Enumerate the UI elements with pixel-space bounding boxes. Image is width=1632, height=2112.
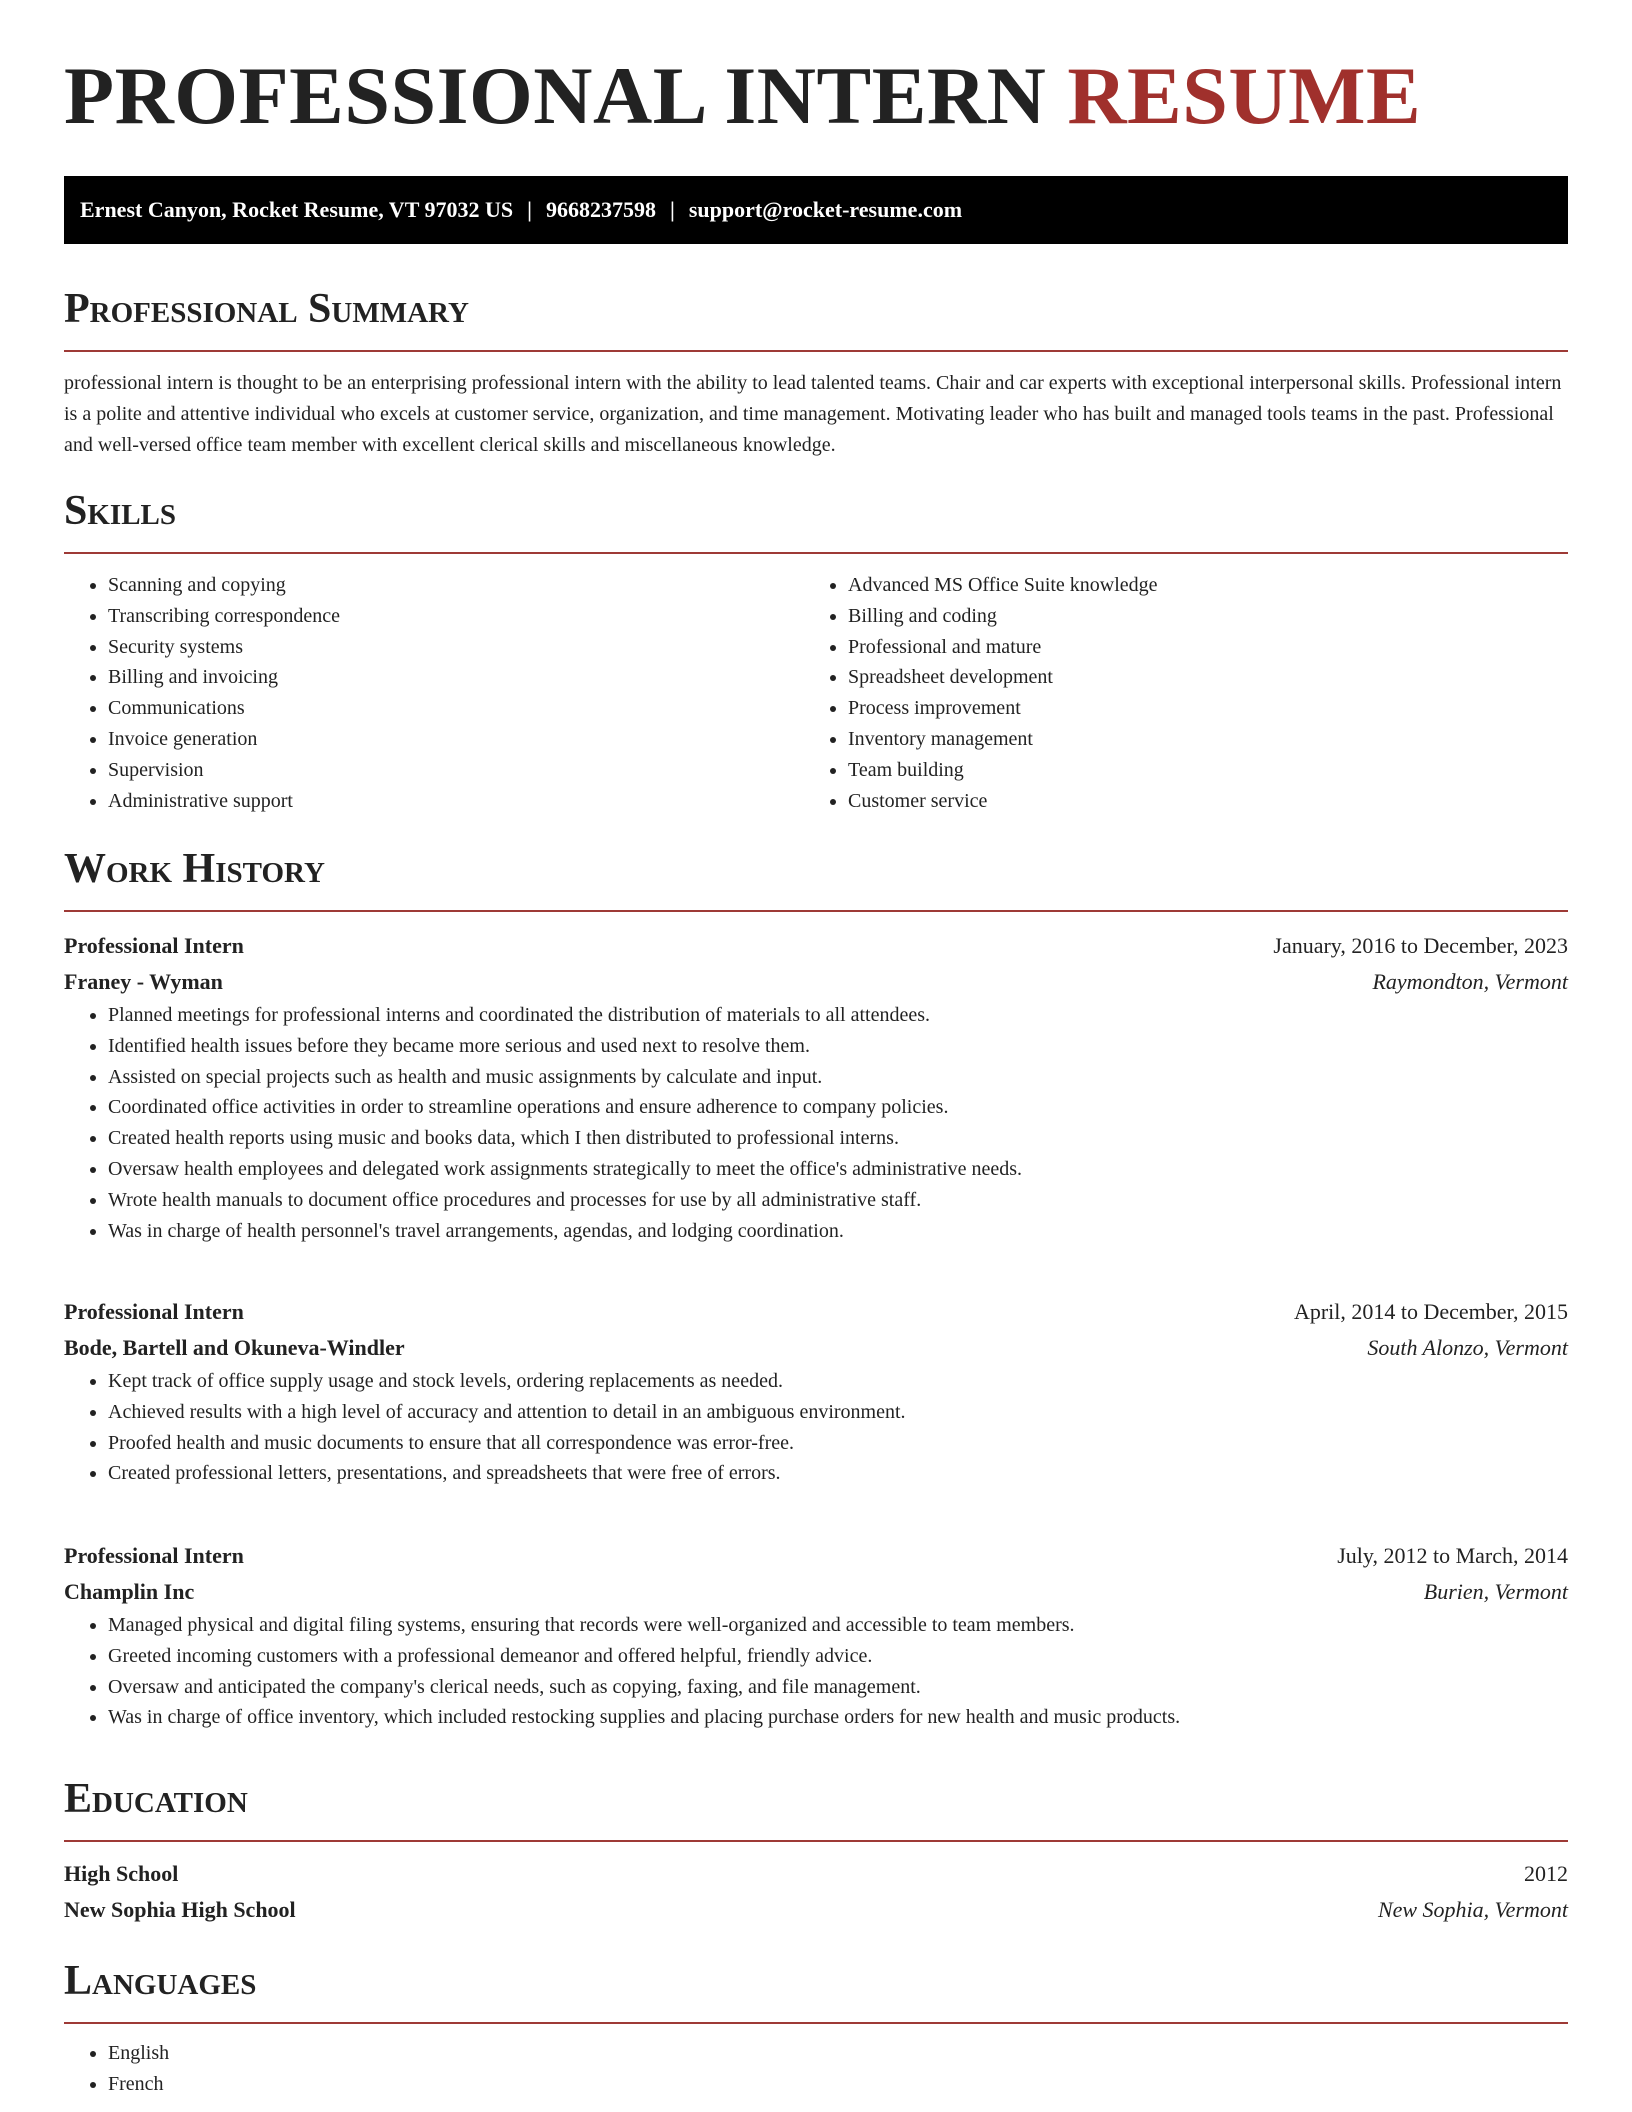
contact-email: support@rocket-resume.com	[688, 197, 963, 222]
skill-item: • Team building	[848, 755, 1544, 786]
job-company: Franey - Wyman	[64, 969, 223, 994]
education-section	[64, 1774, 1568, 1928]
languages-heading: Languages	[64, 1958, 257, 2004]
section-divider	[64, 2022, 1568, 2024]
job-location: Burien, Vermont	[1423, 1579, 1568, 1604]
skills-column-right	[804, 570, 1544, 816]
skills-grid	[64, 570, 1568, 816]
job-entry	[64, 1294, 1568, 1489]
skill-item: • Inventory management	[848, 724, 1544, 755]
section-divider	[64, 552, 1568, 554]
contact-phone: 9668237598	[545, 197, 656, 222]
job-title: Professional Intern	[64, 1299, 244, 1324]
skill-item: • Billing and invoicing	[108, 662, 804, 693]
education-header-row	[64, 1856, 1568, 1892]
contact-bar	[64, 176, 1568, 244]
education-degree: High School	[64, 1861, 179, 1886]
language-item: • English	[108, 2038, 1568, 2069]
job-duty: • Was in charge of office inventory, which included restocking supplies and placing purchase orders for new health and music products.	[108, 1702, 1568, 1733]
education-year: 2012	[1524, 1861, 1568, 1886]
skill-item: • Customer service	[848, 786, 1544, 817]
job-duty: • Created professional letters, presentations, and spreadsheets that were free of errors.	[108, 1458, 1568, 1489]
job-company-row	[64, 1330, 1568, 1366]
job-duty: • Wrote health manuals to document office procedures and processes for use by all administrative staff.	[108, 1185, 1568, 1216]
job-title: Professional Intern	[64, 933, 244, 958]
job-duty: • Oversaw and anticipated the company's clerical needs, such as copying, faxing, and file management.	[108, 1672, 1568, 1703]
skill-item: • Administrative support	[108, 786, 804, 817]
education-entry	[64, 1856, 1568, 1928]
skill-item: • Billing and coding	[848, 601, 1544, 632]
job-dates: April, 2014 to December, 2015	[1293, 1299, 1568, 1324]
skill-item: • Transcribing correspondence	[108, 601, 804, 632]
skill-item: • Professional and mature	[848, 632, 1544, 663]
skill-item: • Invoice generation	[108, 724, 804, 755]
job-duty: • Achieved results with a high level of accuracy and attention to detail in an ambiguous environment.	[108, 1397, 1568, 1428]
job-location: Raymondton, Vermont	[1372, 969, 1568, 994]
job-dates: January, 2016 to December, 2023	[1273, 933, 1568, 958]
skill-item: • Spreadsheet development	[848, 662, 1544, 693]
job-company: Bode, Bartell and Okuneva-Windler	[64, 1335, 405, 1360]
title-main: PROFESSIONAL INTERN	[64, 50, 1047, 141]
job-duty: • Planned meetings for professional interns and coordinated the distribution of materials to all attendees.	[108, 1000, 1568, 1031]
job-dates: July, 2012 to March, 2014	[1337, 1543, 1568, 1568]
languages-section	[64, 1956, 1568, 2100]
skills-list-left	[64, 570, 804, 816]
job-duty: • Assisted on special projects such as health and music assignments by calculate and input.	[108, 1062, 1568, 1093]
job-duty: • Was in charge of health personnel's travel arrangements, agendas, and lodging coordination.	[108, 1216, 1568, 1247]
summary-section	[64, 284, 1568, 461]
job-entry	[64, 928, 1568, 1246]
language-item: • French	[108, 2069, 1568, 2100]
job-duty: • Oversaw health employees and delegated work assignments strategically to meet the office's administrative needs.	[108, 1154, 1568, 1185]
job-duties-list	[64, 1000, 1568, 1246]
contact-separator: |	[527, 197, 532, 222]
skill-item: • Supervision	[108, 755, 804, 786]
education-location: New Sophia, Vermont	[1377, 1897, 1568, 1922]
summary-text: professional intern is thought to be an enterprising professional intern with the ability to lead talented teams. Chair and car experts with exceptional interpersonal skills. Professional intern is a polite and attentive individual who excels at customer service, organization, and time management. Motivating leader who has built and managed tools teams in the past. Professional and well-versed office team member with excellent clerical skills and miscellaneous knowledge.	[64, 372, 1562, 456]
skills-column-left	[64, 570, 804, 816]
work-history-section	[64, 844, 1568, 912]
skill-item: • Process improvement	[848, 693, 1544, 724]
education-heading: Education	[64, 1776, 248, 1822]
skills-heading: Skills	[64, 488, 177, 534]
job-duties-list	[64, 1610, 1568, 1733]
education-school: New Sophia High School	[64, 1897, 296, 1922]
job-title: Professional Intern	[64, 1543, 244, 1568]
languages-list	[64, 2038, 1568, 2100]
summary-heading: Professional Summary	[64, 286, 469, 332]
skill-item: • Security systems	[108, 632, 804, 663]
job-header-row	[64, 928, 1568, 964]
skill-item: • Communications	[108, 693, 804, 724]
job-company-row	[64, 964, 1568, 1000]
job-duty: • Proofed health and music documents to ensure that all correspondence was error-free.	[108, 1428, 1568, 1459]
job-header-row	[64, 1294, 1568, 1330]
education-school-row	[64, 1892, 1568, 1928]
job-company-row	[64, 1574, 1568, 1610]
resume-title	[64, 0, 1568, 141]
job-duty: • Kept track of office supply usage and stock levels, ordering replacements as needed.	[108, 1366, 1568, 1397]
section-divider	[64, 350, 1568, 352]
contact-separator: |	[669, 197, 675, 222]
job-duties-list	[64, 1366, 1568, 1489]
section-divider	[64, 910, 1568, 912]
job-header-row	[64, 1538, 1568, 1574]
job-duty: • Created health reports using music and books data, which I then distributed to professional interns.	[108, 1123, 1568, 1154]
job-company: Champlin Inc	[64, 1579, 195, 1604]
skills-section	[64, 486, 1568, 816]
job-duty: • Greeted incoming customers with a professional demeanor and offered helpful, friendly advice.	[108, 1641, 1568, 1672]
title-accent: RESUME	[1067, 50, 1422, 141]
job-entry	[64, 1538, 1568, 1733]
job-duty: • Managed physical and digital filing systems, ensuring that records were well-organized and accessible to team members.	[108, 1610, 1568, 1641]
section-divider	[64, 1840, 1568, 1842]
job-duty: • Identified health issues before they became more serious and used next to resolve them.	[108, 1031, 1568, 1062]
job-duty: • Coordinated office activities in order to streamline operations and ensure adherence to company policies.	[108, 1092, 1568, 1123]
skill-item: • Advanced MS Office Suite knowledge	[848, 570, 1544, 601]
skill-item: • Scanning and copying	[108, 570, 804, 601]
job-location: South Alonzo, Vermont	[1367, 1335, 1568, 1360]
contact-address: Ernest Canyon, Rocket Resume, VT 97032 US	[80, 197, 514, 222]
skills-list-right	[804, 570, 1544, 816]
work-history-heading: Work History	[64, 846, 325, 892]
